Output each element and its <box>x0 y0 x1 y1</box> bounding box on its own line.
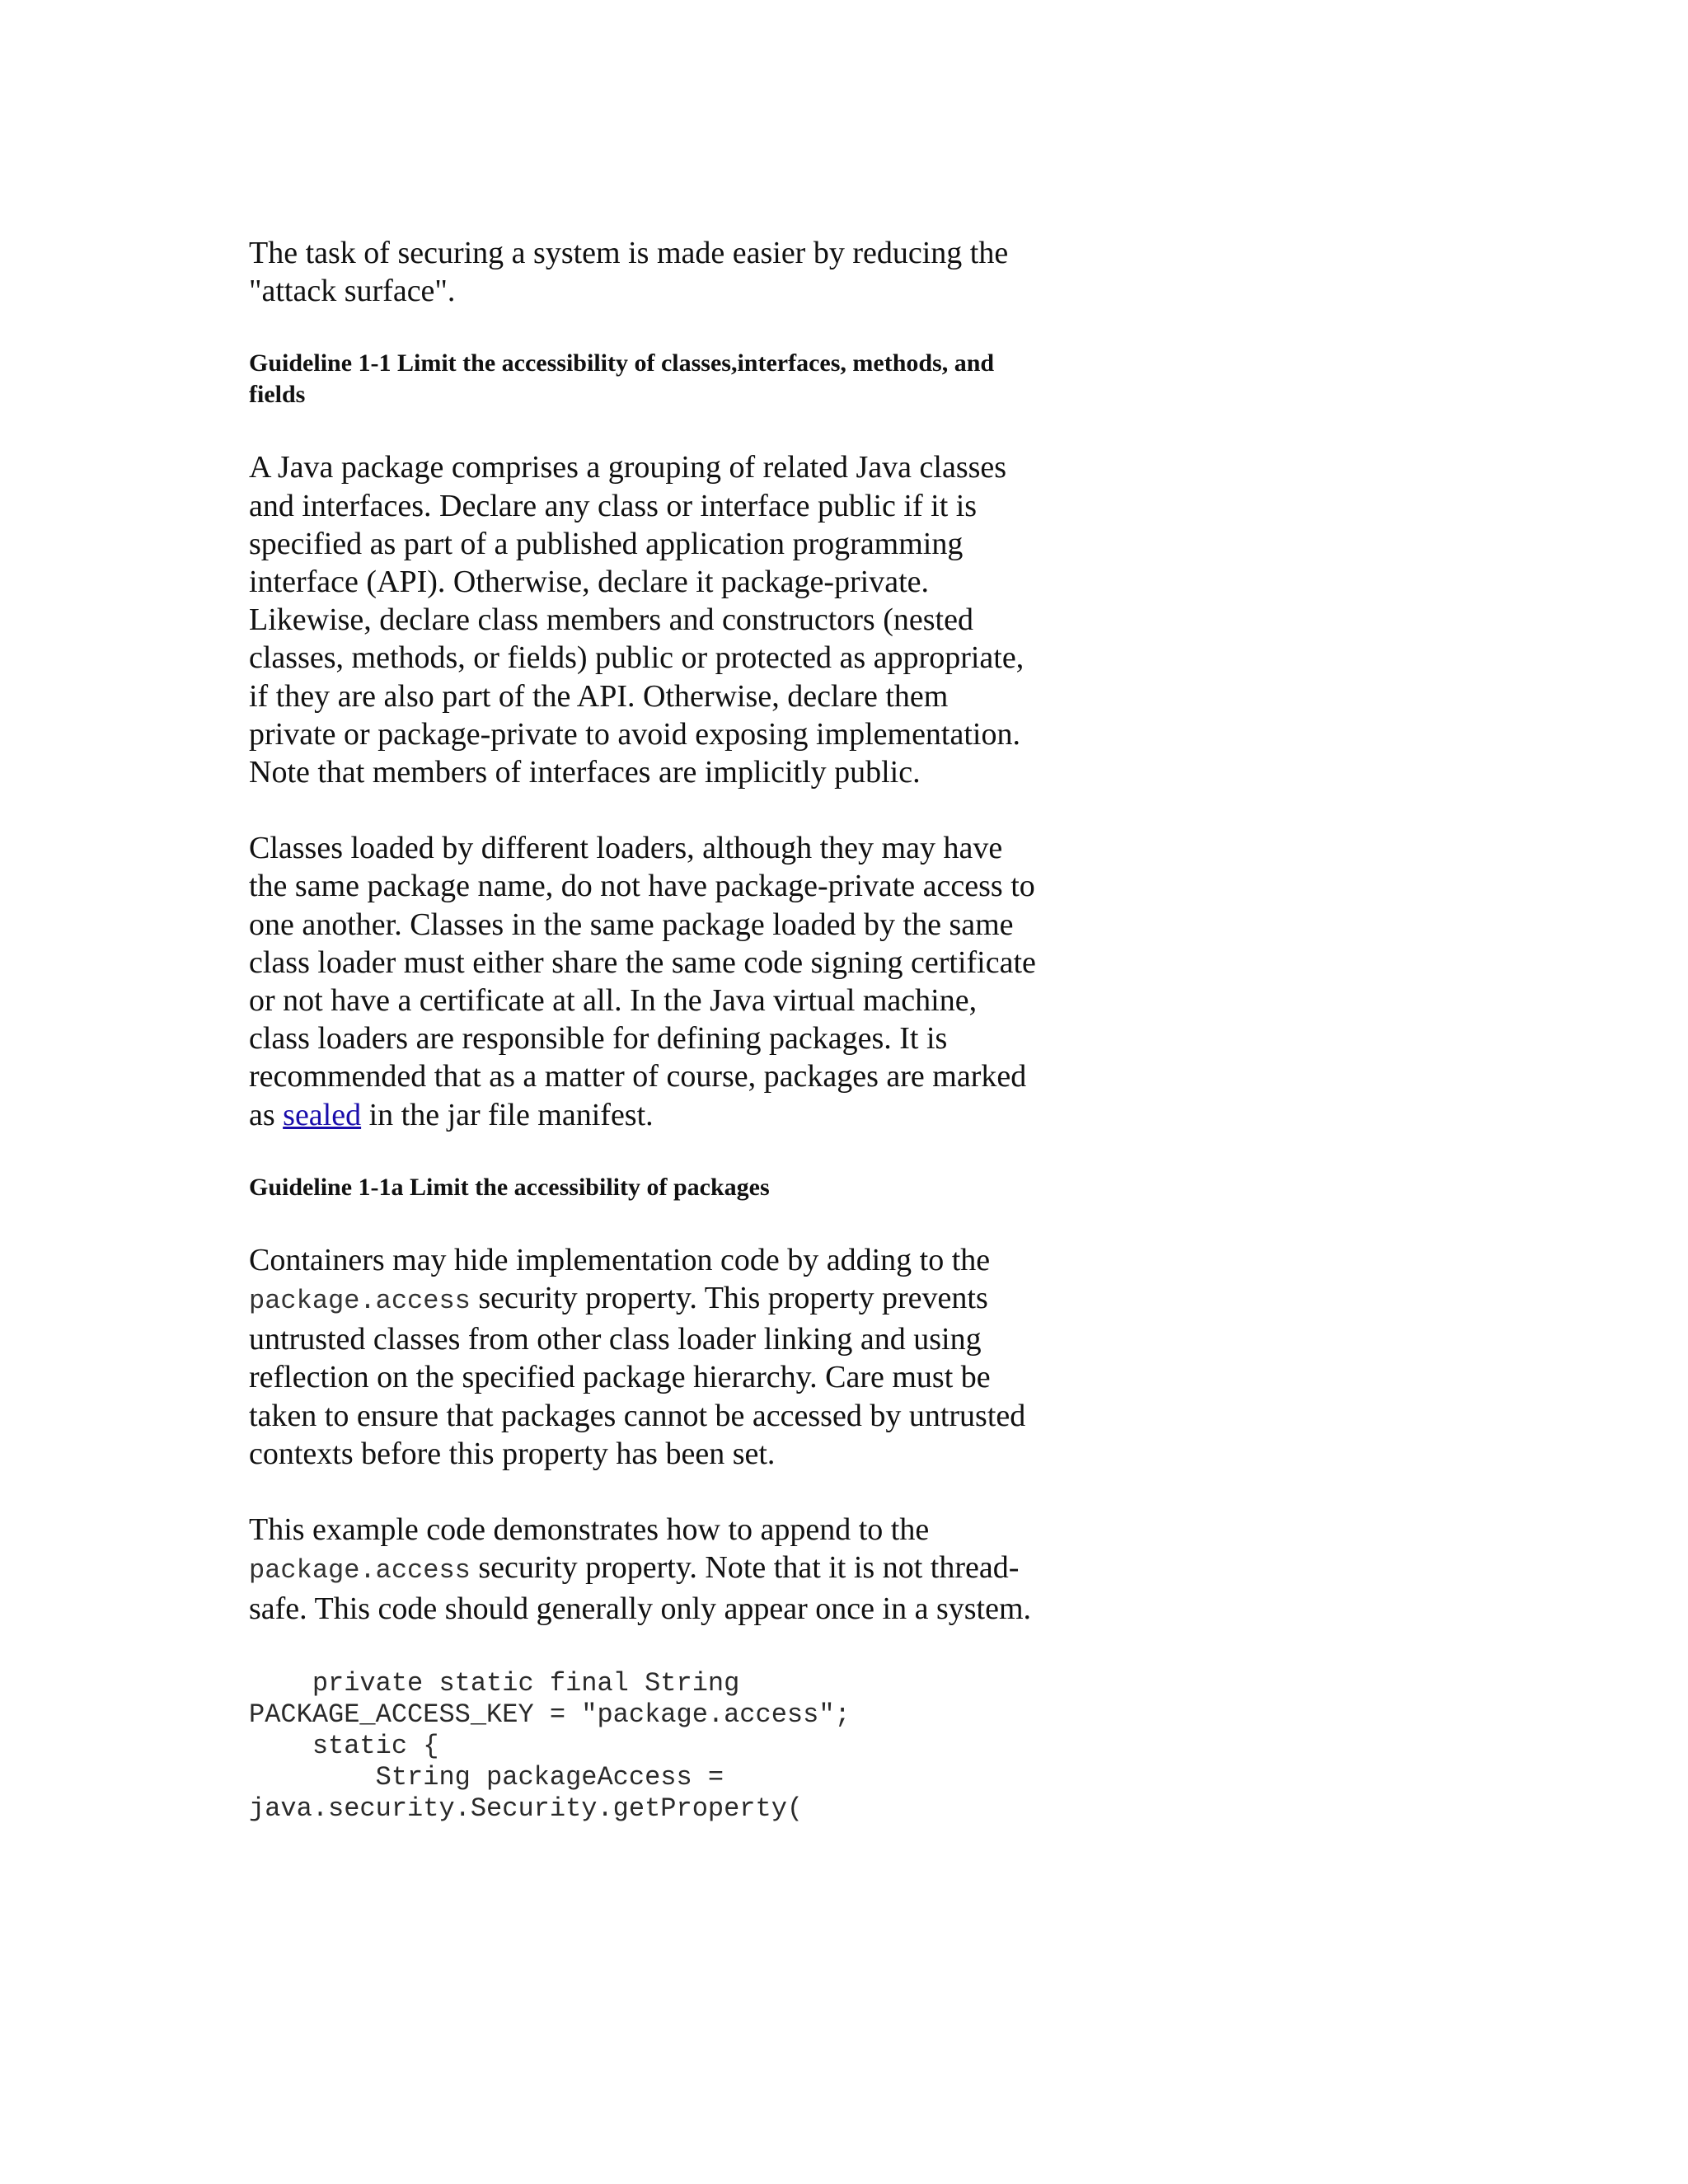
containers-text-end: security property. This property prevents untrusted classes from other class loader linking and using reflection on the specified package hierarchy. Care must be taken to ensure that packages cannot be accessed by untrusted contexts before this property has been set. <box>249 1281 1026 1471</box>
guideline-1-1-heading: Guideline 1-1 Limit the accessibility of classes,interfaces, methods, and fields <box>249 349 995 409</box>
containers-paragraph <box>249 1241 1040 1473</box>
code-line: PACKAGE_ACCESS_KEY = "package.access"; <box>249 1699 851 1730</box>
package-access-code: package.access <box>249 1555 471 1586</box>
example-paragraph <box>249 1511 1040 1629</box>
class-loaders-paragraph <box>249 829 1040 1134</box>
class-loaders-text-end: in the jar file manifest. <box>361 1097 654 1132</box>
intro-paragraph: The task of securing a system is made easier by reducing the "attack surface". <box>249 236 1009 309</box>
package-access-code: package.access <box>249 1286 471 1317</box>
code-line: java.security.Security.getProperty( <box>249 1793 804 1824</box>
example-text: This example code demonstrates how to append to the <box>249 1512 930 1548</box>
containers-text: Containers may hide implementation code by adding to the <box>249 1242 991 1277</box>
code-line: static { <box>249 1730 439 1761</box>
example-text-end: security property. Note that it is not thread-safe. This code should generally only appear once in a system. <box>249 1550 1032 1627</box>
package-paragraph: A Java package comprises a grouping of related Java classes and interfaces. Declare any class or interface public if it is specified as part of a published application programming interface (API). Otherwise, declare it package-private. Likewise, declare class members and constructors (nested classes, methods, or fields) public or protected as appropriate, if they are also part of the API. Otherwise, declare them private or package-private to avoid exposing implementation. Note that members of interfaces are implicitly public. <box>249 450 1025 790</box>
code-block <box>249 1668 1040 1825</box>
code-line: private static final String <box>249 1667 740 1699</box>
sealed-link[interactable]: sealed <box>283 1097 362 1132</box>
document-content <box>249 234 1040 1825</box>
guideline-1-1a-heading: Guideline 1-1a Limit the accessibility of packages <box>249 1173 770 1201</box>
class-loaders-text: Classes loaded by different loaders, although they may have the same package name, do not have package-private access to one another. Classes in the same package loaded by the same class loader must either share the same code signing certificate or not have a certificate at all. In the Java virtual machine, class loaders are responsible for defining packages. It is recommended that as a matter of course, packages are marked as <box>249 831 1036 1132</box>
code-line: String packageAccess = <box>249 1761 724 1793</box>
